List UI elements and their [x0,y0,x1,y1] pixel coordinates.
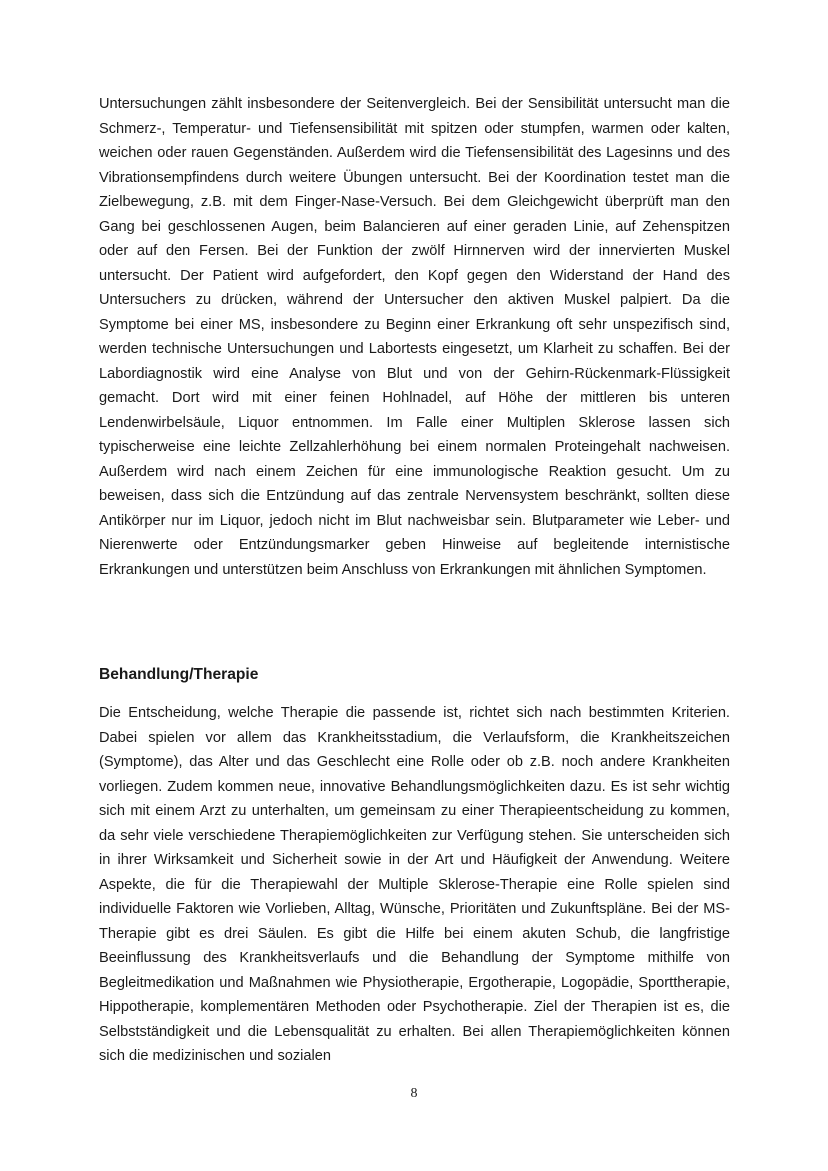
body-paragraph-therapy: Die Entscheidung, welche Therapie die passende ist, richtet sich nach bestimmten Kriterien. Dabei spielen vor allem das Krankheitsstadium, die Verlaufsform, die Krankheitszeichen (Symptome), das Alter und das Geschlecht eine Rolle oder ob z.B. noch andere Krankheiten vorliegen. Zudem kommen neue, innovative Behandlungsmöglichkeiten dazu. Es ist sehr wichtig sich mit einem Arzt zu unterhalten, um gemeinsam zu einer Therapieentscheidung zu kommen, da sehr viele verschiedene Therapiemöglichkeiten zur Verfügung stehen. Sie unterscheiden sich in ihrer Wirksamkeit und Sicherheit sowie in der Art und Häufigkeit der Anwendung. Weitere Aspekte, die für die Therapiewahl der Multiple Sklerose-Therapie eine Rolle spielen sind individuelle Faktoren wie Vorlieben, Alltag, Wünsche, Prioritäten und Zukunftspläne. Bei der MS-Therapie gibt es drei Säulen. Es gibt die Hilfe bei einem akuten Schub, die langfristige Beeinflussung des Krankheitsverlaufs und die Behandlung der Symptome mithilfe von Begleitmedikation und Maßnahmen wie Physiotherapie, Ergotherapie, Logopädie, Sporttherapie, Hippotherapie, komplementären Methoden oder Psychotherapie. Ziel der Therapien ist es, die Selbstständigkeit und die Lebensqualität zu erhalten. Bei allen Therapiemöglichkeiten können sich die medizinischen und sozialen [99,705,730,1064]
section-heading: Behandlung/Therapie [99,666,259,683]
body-paragraph-diagnostics: Untersuchungen zählt insbesondere der Seitenvergleich. Bei der Sensibilität untersucht man die Schmerz-, Temperatur- und Tiefensensibilität mit spitzen oder stumpfen, warmen oder kalten, weichen oder rauen Gegenständen. Außerdem wird die Tiefensensibilität des Lagesinns und des Vibrationsempfindens durch weitere Übungen untersucht. Bei der Koordination testet man die Zielbewegung, z.B. mit dem Finger-Nase-Versuch. Bei dem Gleichgewicht überprüft man den Gang bei geschlossenen Augen, beim Balancieren auf einer geraden Linie, auf Zehenspitzen oder auf den Fersen. Bei der Funktion der zwölf Hirnnerven wird der innervierten Muskel untersucht. Der Patient wird aufgefordert, den Kopf gegen den Widerstand der Hand des Untersuchers zu drücken, während der Untersucher den aktiven Muskel palpiert. Da die Symptome bei einer MS, insbesondere zu Beginn einer Erkrankung oft sehr unspezifisch sind, werden technische Untersuchungen und Labortests eingesetzt, um Klarheit zu schaffen. Bei der Labordiagnostik wird eine Analyse von Blut und von der Gehirn-Rückenmark-Flüssigkeit gemacht. Dort wird mit einer feinen Hohlnadel, auf Höhe der mittleren bis unteren Lendenwirbelsäule, Liquor entnommen. Im Falle einer Multiplen Sklerose lassen sich typischerweise eine leichte Zellzahlerhöhung bei einem normalen Proteingehalt nachweisen. Außerdem wird nach einem Zeichen für eine immunologische Reaktion gesucht. Um zu beweisen, dass sich die Entzündung auf das zentrale Nervensystem beschränkt, sollten diese Antikörper nur im Liquor, jedoch nicht im Blut nachweisbar sein. Blutparameter wie Leber- und Nierenwerte oder Entzündungsmarker geben Hinweise auf begleitende internistische Erkrankungen und unterstützen beim Anschluss von Erkrankungen mit ähnlichen Symptomen. [99,96,730,578]
page-number: 8 [410,1086,418,1101]
